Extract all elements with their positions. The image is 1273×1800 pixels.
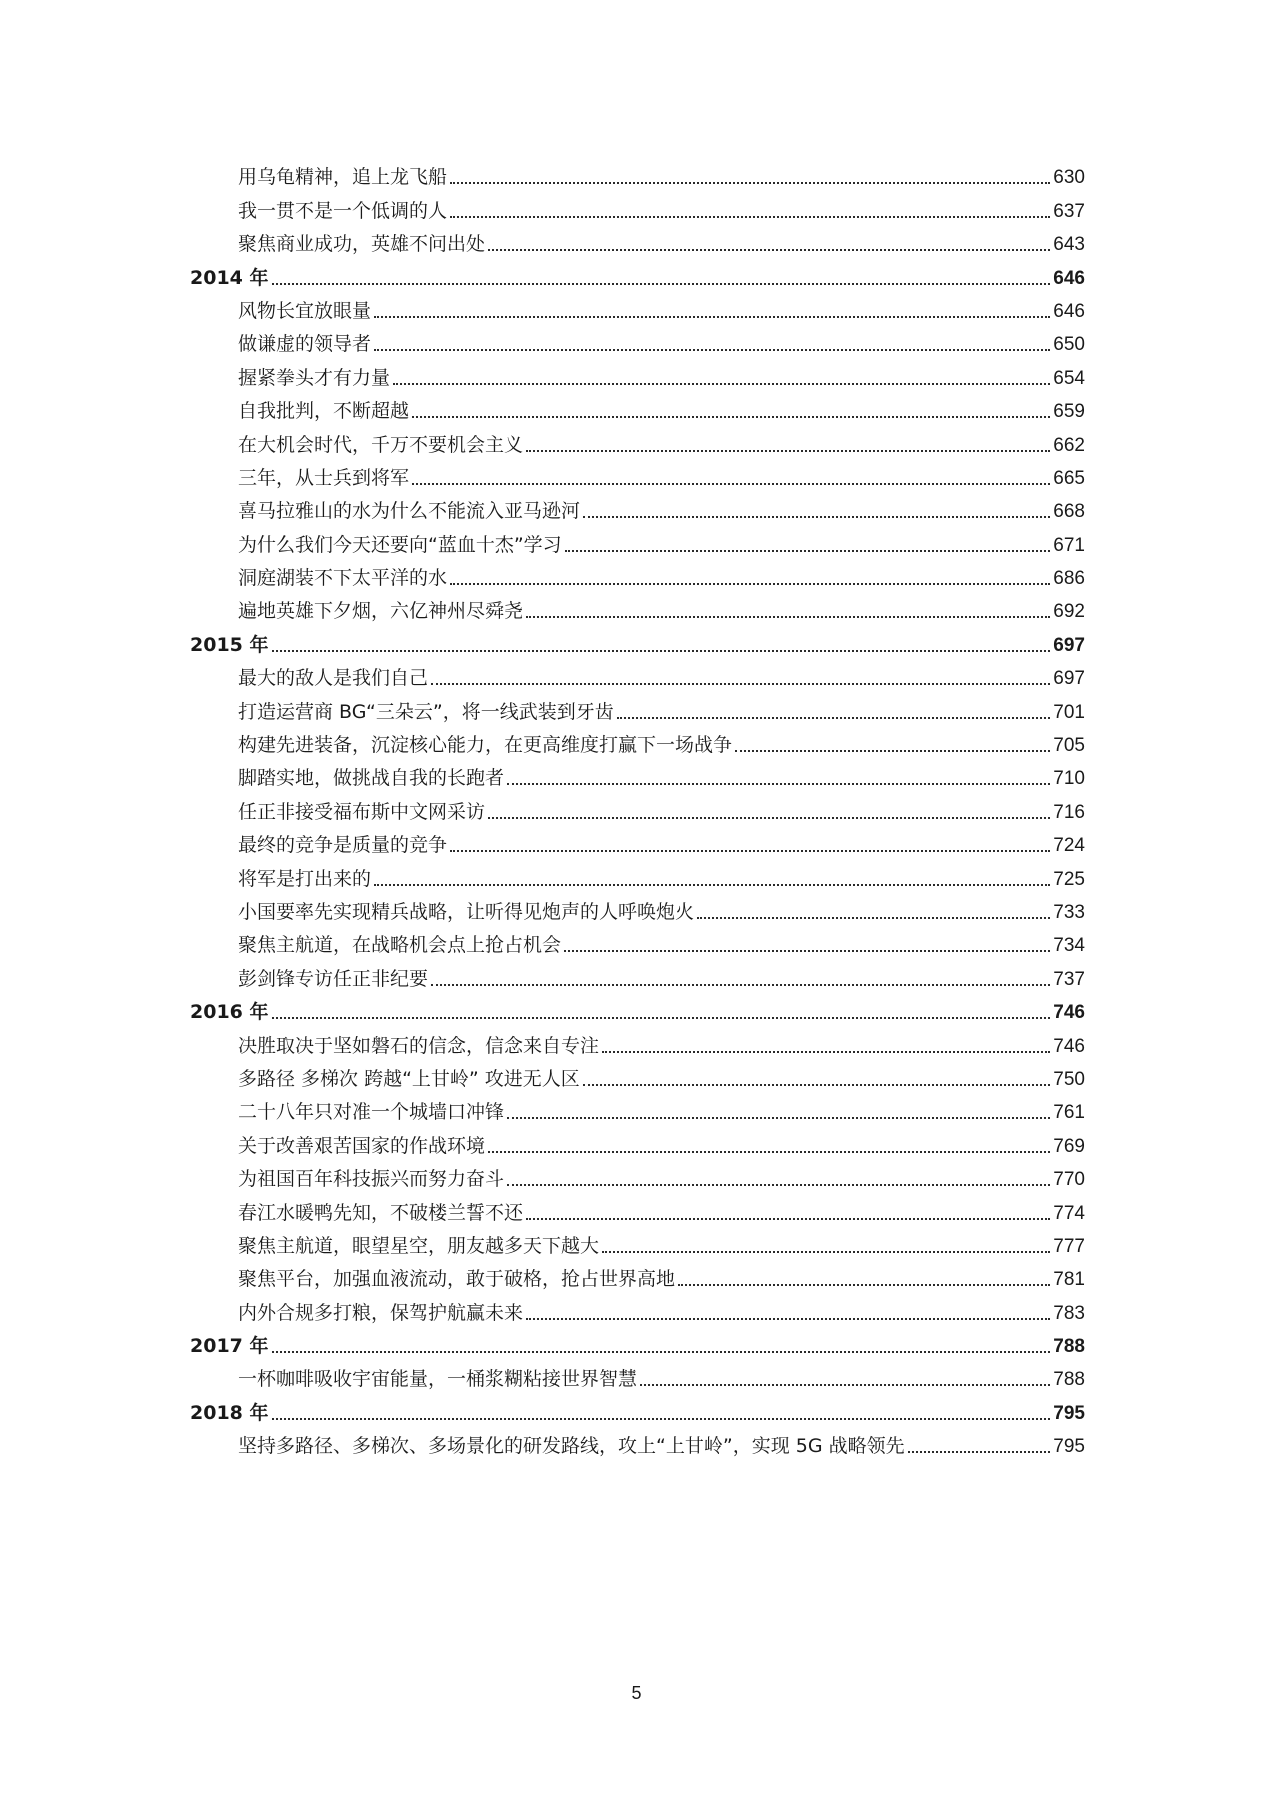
table-of-contents [190,154,1085,1456]
toc-year-heading [190,989,1085,1022]
toc-entry [190,1423,1085,1456]
toc-title: 2017 年 [190,1335,269,1358]
toc-page-number: 783 [1053,1302,1085,1324]
toc-dot-leader [640,1383,1050,1386]
toc-title: 聚焦主航道，在战略机会点上抢占机会 [238,934,562,957]
toc-title: 二十八年只对准一个城墙口冲锋 [238,1101,505,1124]
toc-page-number: 716 [1053,801,1085,823]
toc-title: 内外合规多打粮，保驾护航赢未来 [238,1301,524,1324]
toc-page-number: 662 [1053,434,1085,456]
toc-page-number: 746 [1053,1002,1085,1024]
toc-page-number: 692 [1053,601,1085,623]
toc-entry [190,1256,1085,1289]
toc-title: 为祖国百年科技振兴而努力奋斗 [238,1168,505,1191]
toc-entry [190,1089,1085,1122]
toc-title: 任正非接受福布斯中文网采访 [238,800,486,823]
toc-page-number: 643 [1053,234,1085,256]
toc-dot-leader [507,1116,1050,1119]
toc-page-number: 777 [1053,1235,1085,1257]
toc-title: 多路径 多梯次 跨越“上甘岭” 攻进无人区 [238,1067,580,1090]
toc-dot-leader [272,1417,1051,1420]
toc-dot-leader [565,549,1051,552]
toc-year-heading [190,621,1085,654]
toc-entry [190,1156,1085,1189]
toc-page-number: 774 [1053,1202,1085,1224]
toc-dot-leader [488,816,1050,819]
toc-title: 喜马拉雅山的水为什么不能流入亚马逊河 [238,500,581,523]
toc-title: 最终的竞争是质量的竞争 [238,834,448,857]
toc-title: 聚焦平台，加强血液流动，敢于破格，抢占世界高地 [238,1268,676,1291]
toc-title: 2014 年 [190,266,269,289]
toc-title: 坚持多路径、多梯次、多场景化的研发路线，攻上“上甘岭”，实现 5G 战略领先 [238,1435,905,1458]
toc-page-number: 637 [1053,200,1085,222]
toc-entry [190,154,1085,187]
toc-entry [190,555,1085,588]
toc-page-number: 788 [1053,1369,1085,1391]
toc-entry [190,321,1085,354]
toc-entry [190,1189,1085,1222]
toc-dot-leader [678,1283,1050,1286]
toc-dot-leader [488,1150,1050,1153]
toc-title: 聚焦商业成功，英雄不问出处 [238,233,486,256]
toc-entry [190,388,1085,421]
toc-dot-leader [374,315,1050,318]
toc-entry [190,922,1085,955]
toc-page-number: 781 [1053,1269,1085,1291]
toc-title: 在大机会时代，千万不要机会主义 [238,433,524,456]
toc-title: 打造运营商 BG“三朵云”，将一线武装到牙齿 [238,700,614,723]
toc-page-number: 701 [1053,701,1085,723]
toc-dot-leader [374,883,1050,886]
toc-entry [190,722,1085,755]
toc-entry [190,1122,1085,1155]
toc-entry [190,288,1085,321]
toc-page-number: 734 [1053,935,1085,957]
toc-entry [190,521,1085,554]
toc-title: 最大的敌人是我们自己 [238,667,429,690]
toc-entry [190,488,1085,521]
toc-entry [190,455,1085,488]
toc-title: 用乌龟精神，追上龙飞船 [238,166,448,189]
page-number: 5 [631,1683,642,1703]
toc-dot-leader [583,1083,1050,1086]
toc-dot-leader [412,415,1050,418]
toc-page-number: 795 [1053,1402,1085,1424]
toc-page-number: 795 [1053,1436,1085,1458]
toc-entry [190,187,1085,220]
toc-page-number: 686 [1053,568,1085,590]
toc-entry [190,1223,1085,1256]
toc-dot-leader [488,248,1050,251]
toc-title: 彭剑锋专访任正非纪要 [238,967,429,990]
toc-dot-leader [564,949,1050,952]
toc-dot-leader [602,1250,1050,1253]
toc-title: 决胜取决于坚如磐石的信念，信念来自专注 [238,1034,600,1057]
toc-title: 三年，从士兵到将军 [238,466,410,489]
toc-dot-leader [272,649,1051,652]
toc-page-number: 750 [1053,1068,1085,1090]
toc-entry [190,755,1085,788]
toc-entry [190,354,1085,387]
toc-title: 聚焦主航道，眼望星空，朋友越多天下越大 [238,1234,600,1257]
toc-page-number: 646 [1053,267,1085,289]
toc-page-number: 630 [1053,167,1085,189]
toc-page-number: 733 [1053,901,1085,923]
toc-entry [190,822,1085,855]
toc-dot-leader [697,916,1050,919]
toc-page-number: 769 [1053,1135,1085,1157]
toc-page-number: 668 [1053,501,1085,523]
toc-page-number: 724 [1053,835,1085,857]
toc-dot-leader [393,382,1050,385]
toc-page-number: 697 [1053,634,1085,656]
toc-title: 我一贯不是一个低调的人 [238,199,448,222]
toc-page-number: 725 [1053,868,1085,890]
toc-dot-leader [908,1450,1051,1453]
toc-year-heading [190,1389,1085,1422]
toc-dot-leader [583,515,1050,518]
toc-title: 风物长宜放眼量 [238,299,372,322]
toc-entry [190,889,1085,922]
toc-title: 握紧拳头才有力量 [238,366,391,389]
toc-dot-leader [507,1183,1050,1186]
toc-dot-leader [617,716,1051,719]
toc-entry [190,221,1085,254]
toc-title: 2018 年 [190,1401,269,1424]
toc-dot-leader [526,449,1050,452]
toc-entry [190,588,1085,621]
toc-entry [190,955,1085,988]
toc-title: 小国要率先实现精兵战略，让听得见炮声的人呼唤炮火 [238,900,695,923]
toc-dot-leader [450,215,1050,218]
toc-entry [190,855,1085,888]
toc-dot-leader [450,582,1050,585]
toc-entry [190,1289,1085,1322]
toc-dot-leader [272,1016,1051,1019]
toc-title: 2015 年 [190,633,269,656]
toc-page-number: 659 [1053,401,1085,423]
toc-title: 春江水暖鸭先知，不破楼兰誓不还 [238,1201,524,1224]
toc-title: 构建先进装备，沉淀核心能力，在更高维度打赢下一场战争 [238,734,733,757]
toc-page-number: 671 [1053,534,1085,556]
toc-entry [190,421,1085,454]
toc-page-number: 737 [1053,968,1085,990]
toc-dot-leader [431,983,1050,986]
toc-entry [190,655,1085,688]
toc-entry [190,1056,1085,1089]
toc-page-number: 705 [1053,735,1085,757]
toc-dot-leader [507,782,1050,785]
toc-page-number: 654 [1053,367,1085,389]
toc-year-heading [190,254,1085,287]
toc-entry [190,1356,1085,1389]
toc-page-number: 710 [1053,768,1085,790]
toc-dot-leader [602,1050,1050,1053]
toc-title: 遍地英雄下夕烟，六亿神州尽舜尧 [238,600,524,623]
toc-title: 为什么我们今天还要向“蓝血十杰”学习 [238,533,562,556]
toc-page-number: 646 [1053,300,1085,322]
toc-dot-leader [526,1217,1050,1220]
toc-title: 2016 年 [190,1001,269,1024]
toc-page-number: 665 [1053,467,1085,489]
toc-year-heading [190,1323,1085,1356]
toc-dot-leader [450,181,1050,184]
toc-page-number: 761 [1053,1102,1085,1124]
toc-dot-leader [374,348,1050,351]
toc-title: 自我批判，不断超越 [238,400,410,423]
toc-dot-leader [450,849,1050,852]
toc-dot-leader [735,749,1050,752]
toc-page-number: 697 [1053,668,1085,690]
toc-dot-leader [526,615,1050,618]
toc-dot-leader [272,1350,1051,1353]
toc-title: 将军是打出来的 [238,867,372,890]
toc-title: 洞庭湖装不下太平洋的水 [238,567,448,590]
toc-entry [190,688,1085,721]
toc-dot-leader [412,482,1050,485]
toc-dot-leader [431,682,1050,685]
toc-title: 关于改善艰苦国家的作战环境 [238,1134,486,1157]
toc-entry [190,1022,1085,1055]
toc-dot-leader [526,1317,1050,1320]
toc-dot-leader [272,282,1051,285]
toc-page-number: 770 [1053,1169,1085,1191]
toc-page-number: 746 [1053,1035,1085,1057]
toc-entry [190,788,1085,821]
toc-page-number: 650 [1053,334,1085,356]
toc-title: 一杯咖啡吸收宇宙能量，一桶浆糊粘接世界智慧 [238,1368,638,1391]
toc-title: 脚踏实地，做挑战自我的长跑者 [238,767,505,790]
toc-page-number: 788 [1053,1336,1085,1358]
toc-title: 做谦虚的领导者 [238,333,372,356]
